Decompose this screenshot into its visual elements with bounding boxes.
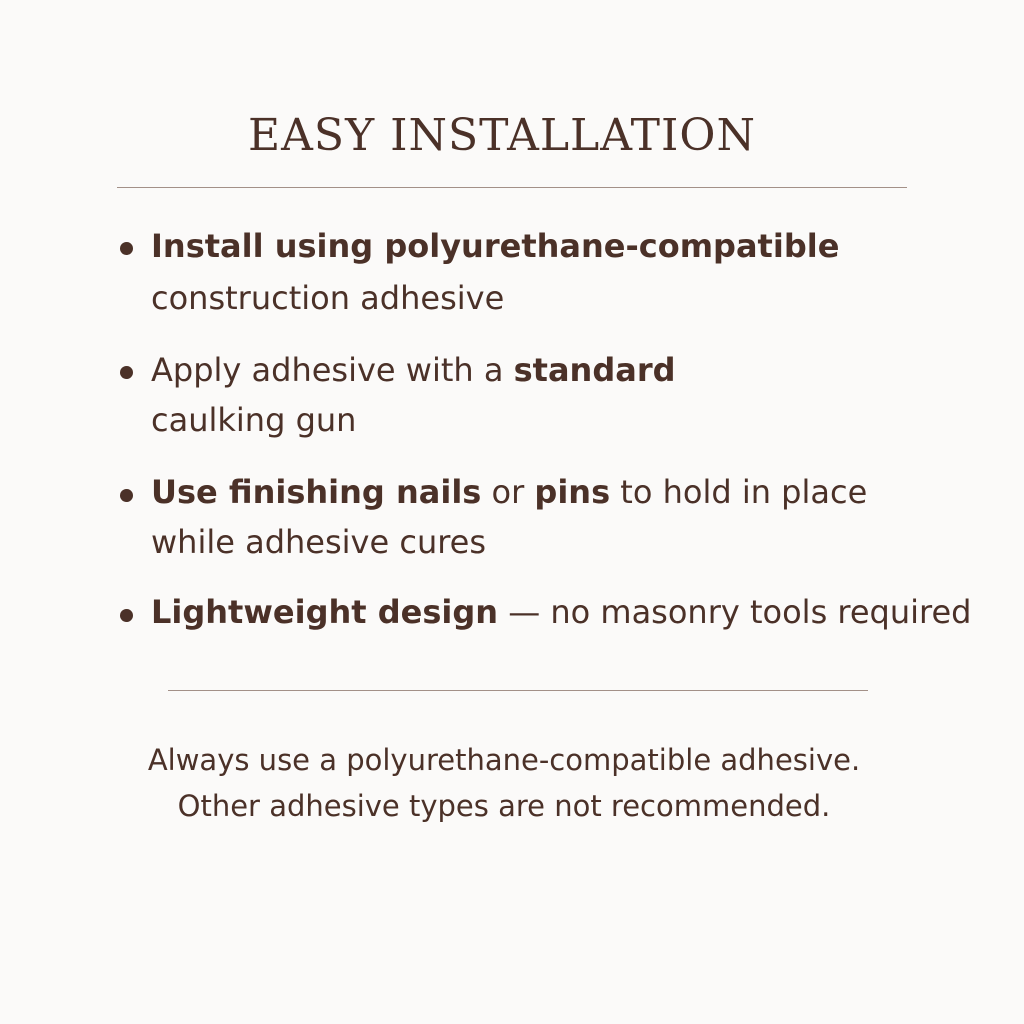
bottom-divider [168,690,868,691]
bullet-text: to hold in place [610,473,868,511]
bullet-line [151,224,839,268]
bullet-dot-icon [120,242,133,255]
bullet-dot-icon [120,489,133,502]
bullet-bold-text: Use finishing nails [151,473,482,511]
bullet-bold-text: pins [534,473,611,511]
bullet-text: or [481,473,535,511]
bullet-line [151,590,971,634]
page-title: EASY INSTALLATION [248,110,756,161]
bullet-dot-icon [120,366,133,379]
top-divider [117,187,907,188]
bullet-line [151,398,356,442]
bullet-line [151,348,676,392]
bullet-bold-text: Install using polyurethane-compatible [151,227,840,265]
bullet-text: construction adhesive [151,279,505,317]
bullet-line [151,470,867,514]
bullet-dot-icon [120,609,133,622]
bullet-line [151,520,486,564]
bullet-bold-text: Lightweight design [151,593,499,631]
bullet-bold-text: standard [513,351,676,389]
adhesive-note-line-2: Other adhesive types are not recommended. [177,789,831,823]
bullet-text: while adhesive cures [151,523,487,561]
adhesive-note-line-1: Always use a polyurethane-compatible adhesive. [147,743,861,777]
bullet-line [151,276,504,320]
bullet-text: Apply adhesive with a [151,351,514,389]
bullet-text: — no masonry tools required [498,593,972,631]
bullet-text: caulking gun [151,401,357,439]
